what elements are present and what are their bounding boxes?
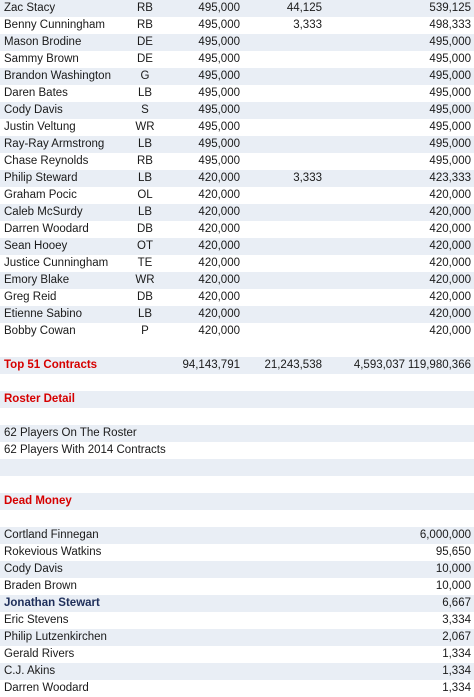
- player-total: 539,125: [429, 2, 471, 14]
- player-name: Sammy Brown: [4, 53, 79, 65]
- roster-contracts-count: 62 Players With 2014 Contracts: [4, 444, 166, 456]
- player-base-salary: 495,000: [198, 36, 240, 48]
- player-name: Daren Bates: [4, 87, 68, 99]
- player-name: Chase Reynolds: [4, 155, 89, 167]
- table-row: [0, 34, 474, 51]
- player-base-salary: 495,000: [198, 104, 240, 116]
- player-position: RB: [137, 155, 153, 167]
- player-base-salary: 420,000: [198, 223, 240, 235]
- dead-money-amount: 2,067: [442, 631, 471, 643]
- player-total: 420,000: [429, 240, 471, 252]
- player-total: 420,000: [429, 257, 471, 269]
- player-base-salary: 495,000: [198, 155, 240, 167]
- player-name: Benny Cunningham: [4, 19, 106, 31]
- player-name: Darren Woodard: [4, 223, 89, 235]
- player-base-salary: 420,000: [198, 172, 240, 184]
- player-position: OT: [137, 240, 153, 252]
- player-name: Bobby Cowan: [4, 325, 76, 337]
- dead-money-row: [0, 578, 474, 595]
- top51-label: Top 51 Contracts: [4, 359, 98, 371]
- dead-money-row: [0, 663, 474, 680]
- dead-money-name: Jonathan Stewart: [4, 597, 100, 609]
- roster-detail-header: [0, 391, 474, 408]
- roster-contracts-row: [0, 442, 474, 459]
- dead-money-header: [0, 493, 474, 510]
- table-row: [0, 187, 474, 204]
- player-position: WR: [135, 121, 155, 133]
- player-total: 495,000: [429, 155, 471, 167]
- dead-money-name: Cortland Finnegan: [4, 529, 99, 541]
- table-row: [0, 238, 474, 255]
- dead-money-name: Gerald Rivers: [4, 648, 75, 660]
- dead-money-name: Cody Davis: [4, 563, 63, 575]
- player-position: RB: [137, 19, 153, 31]
- table-row: [0, 102, 474, 119]
- player-name: Sean Hooey: [4, 240, 68, 252]
- player-name: Philip Steward: [4, 172, 78, 184]
- dead-money-row: [0, 544, 474, 561]
- player-base-salary: 420,000: [198, 189, 240, 201]
- player-total: 420,000: [429, 189, 471, 201]
- player-base-salary: 495,000: [198, 138, 240, 150]
- player-position: LB: [137, 206, 153, 218]
- dead-money-row: [0, 629, 474, 646]
- dead-money-name: Rokevious Watkins: [4, 546, 102, 558]
- player-name: Graham Pocic: [4, 189, 77, 201]
- dead-money-row: [0, 561, 474, 578]
- player-position: OL: [137, 189, 153, 201]
- player-position: S: [141, 104, 149, 116]
- dead-money-name: Braden Brown: [4, 580, 77, 592]
- player-position: P: [141, 325, 149, 337]
- player-bonus: 3,333: [293, 172, 322, 184]
- player-total: 420,000: [429, 308, 471, 320]
- player-base-salary: 420,000: [198, 240, 240, 252]
- dead-money-name: Philip Lutzenkirchen: [4, 631, 107, 643]
- dead-money-row: [0, 527, 474, 544]
- player-total: 495,000: [429, 104, 471, 116]
- player-total: 420,000: [429, 223, 471, 235]
- player-total: 495,000: [429, 36, 471, 48]
- player-bonus: 3,333: [293, 19, 322, 31]
- dead-money-row: [0, 595, 474, 612]
- player-total: 498,333: [429, 19, 471, 31]
- player-base-salary: 420,000: [198, 257, 240, 269]
- top51-other: 4,593,037: [353, 359, 405, 371]
- player-name: Zac Stacy: [4, 2, 56, 14]
- top51-row: [0, 357, 474, 374]
- player-name: Caleb McSurdy: [4, 206, 83, 218]
- dead-money-name: Eric Stevens: [4, 614, 69, 626]
- player-base-salary: 420,000: [198, 274, 240, 286]
- player-name: Justice Cunningham: [4, 257, 109, 269]
- dead-money-title: Dead Money: [4, 495, 72, 507]
- player-position: G: [140, 70, 150, 82]
- player-total: 495,000: [429, 121, 471, 133]
- player-name: Etienne Sabino: [4, 308, 83, 320]
- table-row: [0, 255, 474, 272]
- top51-base: 94,143,791: [182, 359, 240, 371]
- dead-money-amount: 3,334: [442, 614, 471, 626]
- dead-money-amount: 1,334: [442, 648, 471, 660]
- dead-money-amount: 10,000: [435, 580, 471, 592]
- player-total: 420,000: [429, 274, 471, 286]
- player-position: TE: [137, 257, 153, 269]
- player-base-salary: 420,000: [198, 206, 240, 218]
- player-rows: [0, 0, 474, 340]
- roster-count: 62 Players On The Roster: [4, 427, 137, 439]
- spacer-row: [0, 510, 474, 527]
- dead-money-amount: 95,650: [435, 546, 471, 558]
- table-row: [0, 204, 474, 221]
- player-base-salary: 420,000: [198, 308, 240, 320]
- table-row: [0, 272, 474, 289]
- player-name: Mason Brodine: [4, 36, 82, 48]
- table-row: [0, 323, 474, 340]
- player-total: 423,333: [429, 172, 471, 184]
- player-position: DE: [137, 53, 153, 65]
- dead-money-row: [0, 612, 474, 629]
- dead-money-amount: 1,334: [442, 665, 471, 677]
- player-position: DE: [137, 36, 153, 48]
- player-total: 495,000: [429, 53, 471, 65]
- player-base-salary: 495,000: [198, 2, 240, 14]
- table-row: [0, 153, 474, 170]
- table-row: [0, 136, 474, 153]
- player-position: LB: [137, 87, 153, 99]
- player-total: 420,000: [429, 291, 471, 303]
- player-name: Emory Blake: [4, 274, 70, 286]
- player-name: Brandon Washington: [4, 70, 111, 82]
- dead-money-row: [0, 646, 474, 663]
- table-row: [0, 306, 474, 323]
- player-base-salary: 495,000: [198, 121, 240, 133]
- spacer-row: [0, 408, 474, 425]
- player-base-salary: 495,000: [198, 53, 240, 65]
- top51-total: 119,980,366: [407, 359, 471, 371]
- spacer-row: [0, 340, 474, 357]
- table-row: [0, 85, 474, 102]
- dead-money-amount: 10,000: [435, 563, 471, 575]
- table-row: [0, 289, 474, 306]
- player-name: Ray-Ray Armstrong: [4, 138, 105, 150]
- player-total: 420,000: [429, 325, 471, 337]
- player-position: DB: [137, 223, 153, 235]
- player-position: DB: [137, 291, 153, 303]
- player-total: 495,000: [429, 70, 471, 82]
- table-row: [0, 0, 474, 17]
- player-total: 495,000: [429, 138, 471, 150]
- table-row: [0, 68, 474, 85]
- player-position: LB: [137, 172, 153, 184]
- table-row: [0, 170, 474, 187]
- player-position: LB: [137, 308, 153, 320]
- table-row: [0, 221, 474, 238]
- player-name: Justin Veltung: [4, 121, 76, 133]
- dead-money-row: [0, 680, 474, 697]
- dead-money-amount: 6,667: [442, 597, 471, 609]
- dead-money-name: C.J. Akins: [4, 665, 56, 677]
- player-base-salary: 495,000: [198, 19, 240, 31]
- dead-money-amount: 1,334: [442, 682, 471, 694]
- player-bonus: 44,125: [286, 2, 322, 14]
- top51-bonus: 21,243,538: [264, 359, 322, 371]
- spacer-row: [0, 459, 474, 476]
- roster-detail-title: Roster Detail: [4, 393, 75, 405]
- roster-count-row: [0, 425, 474, 442]
- player-position: RB: [137, 2, 153, 14]
- table-row: [0, 51, 474, 68]
- player-base-salary: 420,000: [198, 325, 240, 337]
- player-base-salary: 495,000: [198, 87, 240, 99]
- spacer-row: [0, 374, 474, 391]
- table-row: [0, 119, 474, 136]
- player-base-salary: 495,000: [198, 70, 240, 82]
- player-total: 495,000: [429, 87, 471, 99]
- player-base-salary: 420,000: [198, 291, 240, 303]
- dead-money-rows: [0, 527, 474, 697]
- player-position: WR: [135, 274, 155, 286]
- player-name: Greg Reid: [4, 291, 57, 303]
- player-total: 420,000: [429, 206, 471, 218]
- player-position: LB: [137, 138, 153, 150]
- dead-money-amount: 6,000,000: [419, 529, 471, 541]
- spacer-row: [0, 476, 474, 493]
- player-name: Cody Davis: [4, 104, 63, 116]
- table-row: [0, 17, 474, 34]
- dead-money-name: Darren Woodard: [4, 682, 89, 694]
